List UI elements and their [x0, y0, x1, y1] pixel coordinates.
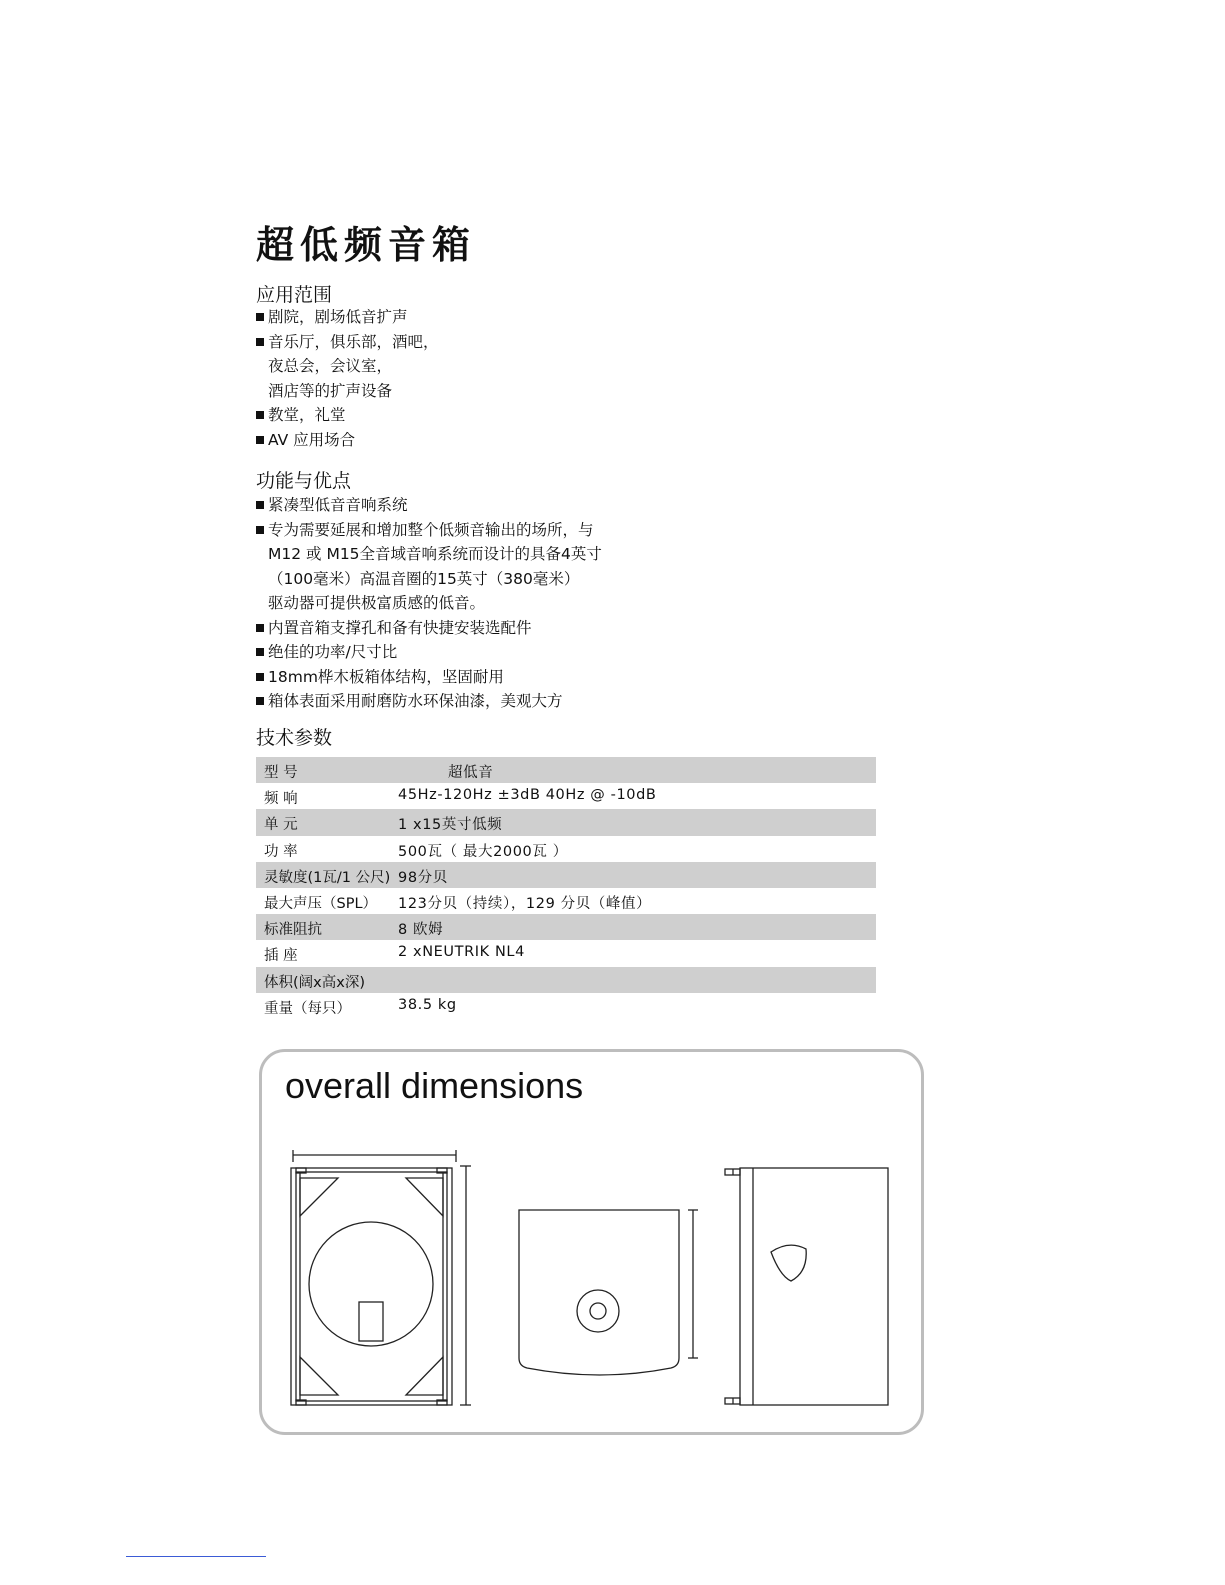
- list-item: 驱动器可提供极富质感的低音。: [268, 594, 486, 612]
- list-item: M12 或 M15全音域音响系统而设计的具备4英寸: [268, 545, 602, 563]
- front-view-drawing: [291, 1150, 471, 1405]
- features-heading: 功能与优点: [256, 470, 352, 492]
- list-item: 箱体表面采用耐磨防水环保油漆，美观大方: [256, 689, 602, 714]
- spec-value: 8 欧姆: [398, 922, 444, 939]
- list-item: 音乐厅，俱乐部，酒吧，: [256, 330, 439, 355]
- top-view-drawing: [519, 1210, 698, 1375]
- list-item: （100毫米）高温音圈的15英寸（380毫米）: [268, 569, 580, 588]
- dimensions-title: overall dimensions: [285, 1065, 584, 1106]
- spec-label: 频 响: [264, 791, 298, 808]
- spec-label: 型 号: [264, 765, 298, 781]
- spec-value: 38.5 kg: [398, 996, 457, 1013]
- spec-value: 1 x15英寸低频: [398, 817, 503, 834]
- spec-label: 功 率: [264, 843, 298, 860]
- list-item: 专为需要延展和增加整个低频音输出的场所，与: [256, 518, 602, 543]
- side-view-drawing: [725, 1168, 888, 1405]
- spec-label: 插 座: [264, 948, 298, 965]
- list-item: 紧凑型低音音响系统: [256, 493, 602, 518]
- spec-value: 98分贝: [398, 869, 448, 886]
- spec-value: 123分贝（持续），129 分贝（峰值）: [398, 895, 652, 912]
- spec-value: 45Hz-120Hz ±3dB 40Hz @ -10dB: [398, 787, 657, 804]
- spec-label: 单 元: [264, 817, 298, 834]
- list-item: 酒店等的扩声设备: [268, 381, 393, 400]
- list-item: 内置音箱支撑孔和备有快捷安装选配件: [256, 616, 602, 641]
- spec-label: 灵敏度(1瓦/1 公尺): [264, 869, 391, 886]
- spec-value: 超低音: [448, 765, 494, 781]
- spec-label: 体积(阔x高x深): [264, 974, 365, 991]
- footer-link-line[interactable]: [126, 1556, 266, 1557]
- list-item: 绝佳的功率/尺寸比: [256, 640, 602, 665]
- spec-value: 500瓦（ 最大2000瓦 ）: [398, 843, 568, 860]
- list-item: 教堂，礼堂: [256, 403, 439, 428]
- list-item: 夜总会，会议室，: [268, 357, 393, 375]
- list-item: 18mm桦木板箱体结构，坚固耐用: [256, 665, 602, 690]
- application-heading: 应用范围: [256, 284, 333, 306]
- page-title: 超低频音箱: [256, 223, 477, 267]
- specs-heading: 技术参数: [256, 727, 333, 749]
- spec-label: 最大声压（SPL）: [264, 895, 378, 912]
- spec-label: 标准阻抗: [264, 922, 322, 939]
- list-item: AV 应用场合: [256, 428, 439, 453]
- spec-label: 重量（每只）: [264, 1000, 351, 1017]
- spec-value: 2 xNEUTRIK NL4: [398, 944, 525, 961]
- list-item: 剧院，剧场低音扩声: [256, 305, 439, 330]
